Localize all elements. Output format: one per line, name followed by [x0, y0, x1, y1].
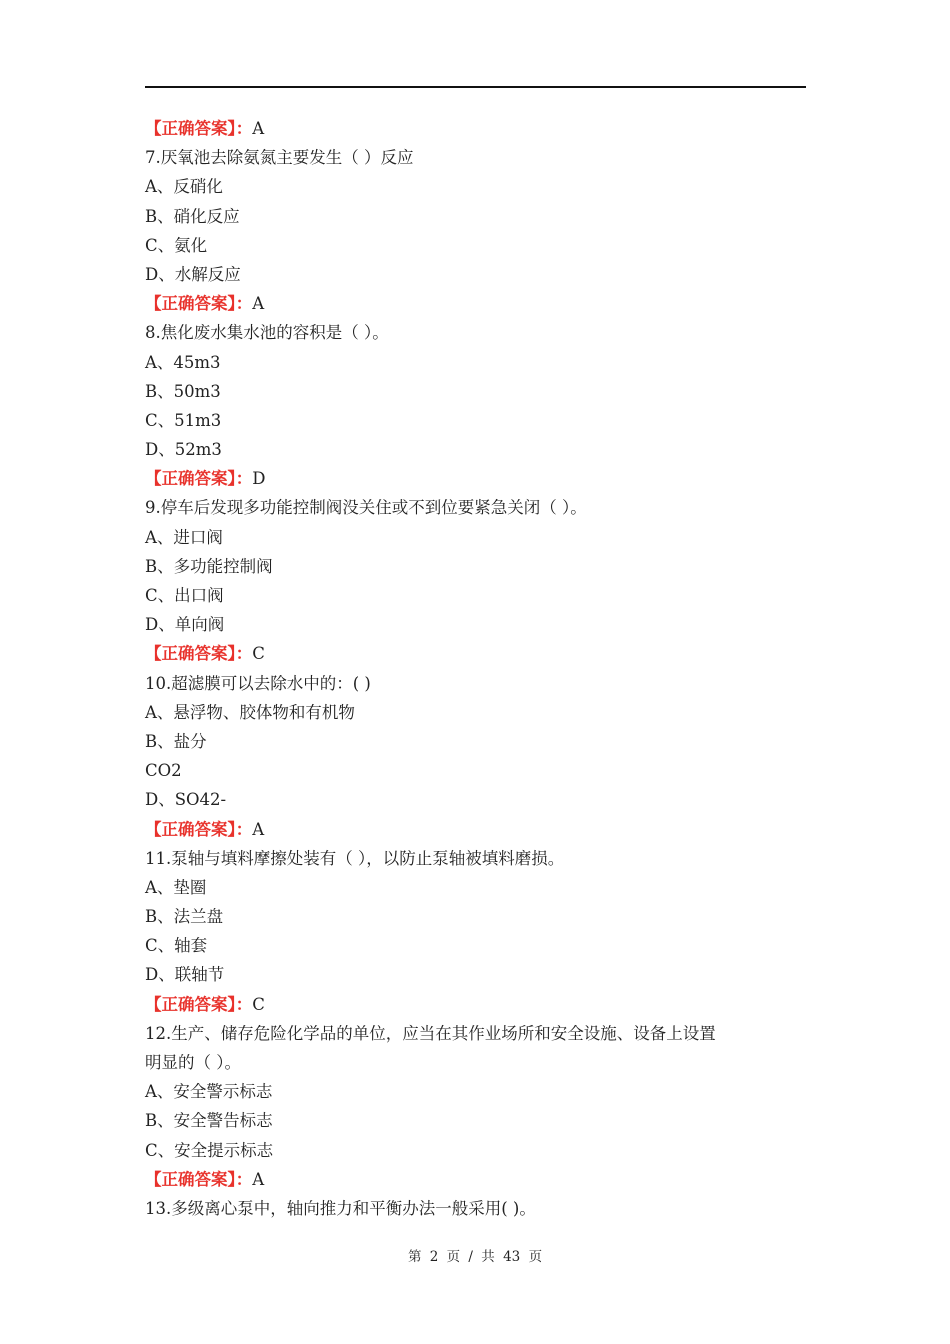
option-text: D、水解反应	[145, 264, 241, 284]
option-text: A、进口阀	[145, 527, 223, 547]
answer-line	[145, 114, 810, 143]
question-text: 10.超滤膜可以去除水中的：( )	[145, 673, 371, 693]
answer-label: 【正确答案】：	[145, 294, 253, 314]
option-text: B、盐分	[145, 731, 207, 751]
option-text: B、法兰盘	[145, 907, 224, 927]
question-text: 7.厌氧池去除氨氮主要发生（ ）反应	[145, 148, 414, 168]
question-list	[145, 114, 810, 1223]
option-text: B、多功能控制阀	[145, 556, 273, 576]
question-text: 12.生产、储存危险化学品的单位，应当在其作业场所和安全设施、设备上设置	[145, 1023, 716, 1043]
question-text: 明显的（ ）。	[145, 1053, 241, 1072]
option-text: A、反硝化	[145, 177, 223, 197]
footer-slash: /	[468, 1249, 473, 1265]
option-text: C、51m3	[145, 410, 222, 430]
answer-line	[145, 464, 810, 493]
answer-value: C	[252, 644, 265, 664]
answer-value: A	[252, 819, 265, 839]
answer-line	[145, 289, 810, 318]
answer-value: A	[252, 1169, 265, 1189]
answer-line	[145, 815, 810, 844]
answer-label: 【正确答案】：	[145, 1169, 253, 1189]
answer-label: 【正确答案】：	[145, 819, 253, 839]
option-text: A、悬浮物、胶体物和有机物	[145, 702, 355, 722]
option-text: C、氨化	[145, 235, 208, 255]
page-footer	[0, 1245, 950, 1265]
option-text: A、安全警示标志	[145, 1082, 273, 1102]
answer-label: 【正确答案】：	[145, 119, 253, 138]
answer-value: A	[252, 294, 265, 314]
option-text: D、单向阀	[145, 615, 225, 635]
option-text: D、52m3	[145, 440, 222, 460]
option-text: C、出口阀	[145, 586, 224, 605]
answer-value: A	[252, 119, 265, 138]
option-text: CO2	[145, 761, 182, 781]
answer-value: C	[252, 994, 265, 1014]
footer-prefix: 第	[407, 1249, 422, 1265]
answer-label: 【正确答案】：	[145, 644, 253, 664]
option-text: D、联轴节	[145, 965, 225, 985]
answer-value: D	[252, 469, 266, 489]
footer-total-unit: 页	[528, 1249, 543, 1265]
answer-label: 【正确答案】：	[145, 994, 253, 1014]
question-text: 13.多级离心泵中，轴向推力和平衡办法一般采用( )。	[145, 1198, 536, 1218]
answer-line	[145, 1165, 810, 1194]
option-text: A、垫圈	[145, 877, 207, 897]
question-text: 11.泵轴与填料摩擦处装有（ ），以防止泵轴被填料磨损。	[145, 848, 565, 868]
footer-page-number: 2	[429, 1249, 439, 1265]
option-text: B、50m3	[145, 381, 221, 401]
footer-page-unit: 页	[446, 1249, 461, 1265]
answer-label: 【正确答案】：	[145, 469, 253, 489]
header-rule	[145, 86, 806, 88]
option-text: B、安全警告标志	[145, 1111, 273, 1131]
option-text: B、硝化反应	[145, 206, 240, 226]
option-text: D、SO42-	[145, 790, 227, 810]
question-text: 9.停车后发现多功能控制阀没关住或不到位要紧急关闭（ ）。	[145, 498, 587, 518]
footer-total-prefix: 共	[481, 1249, 495, 1265]
footer-total-pages: 43	[503, 1249, 521, 1265]
answer-line	[145, 990, 810, 1019]
answer-line	[145, 639, 810, 668]
question-text: 8.焦化废水集水池的容积是（ ）。	[145, 323, 389, 343]
option-text: C、轴套	[145, 936, 208, 956]
option-text: C、安全提示标志	[145, 1140, 274, 1160]
option-text: A、45m3	[145, 352, 221, 372]
